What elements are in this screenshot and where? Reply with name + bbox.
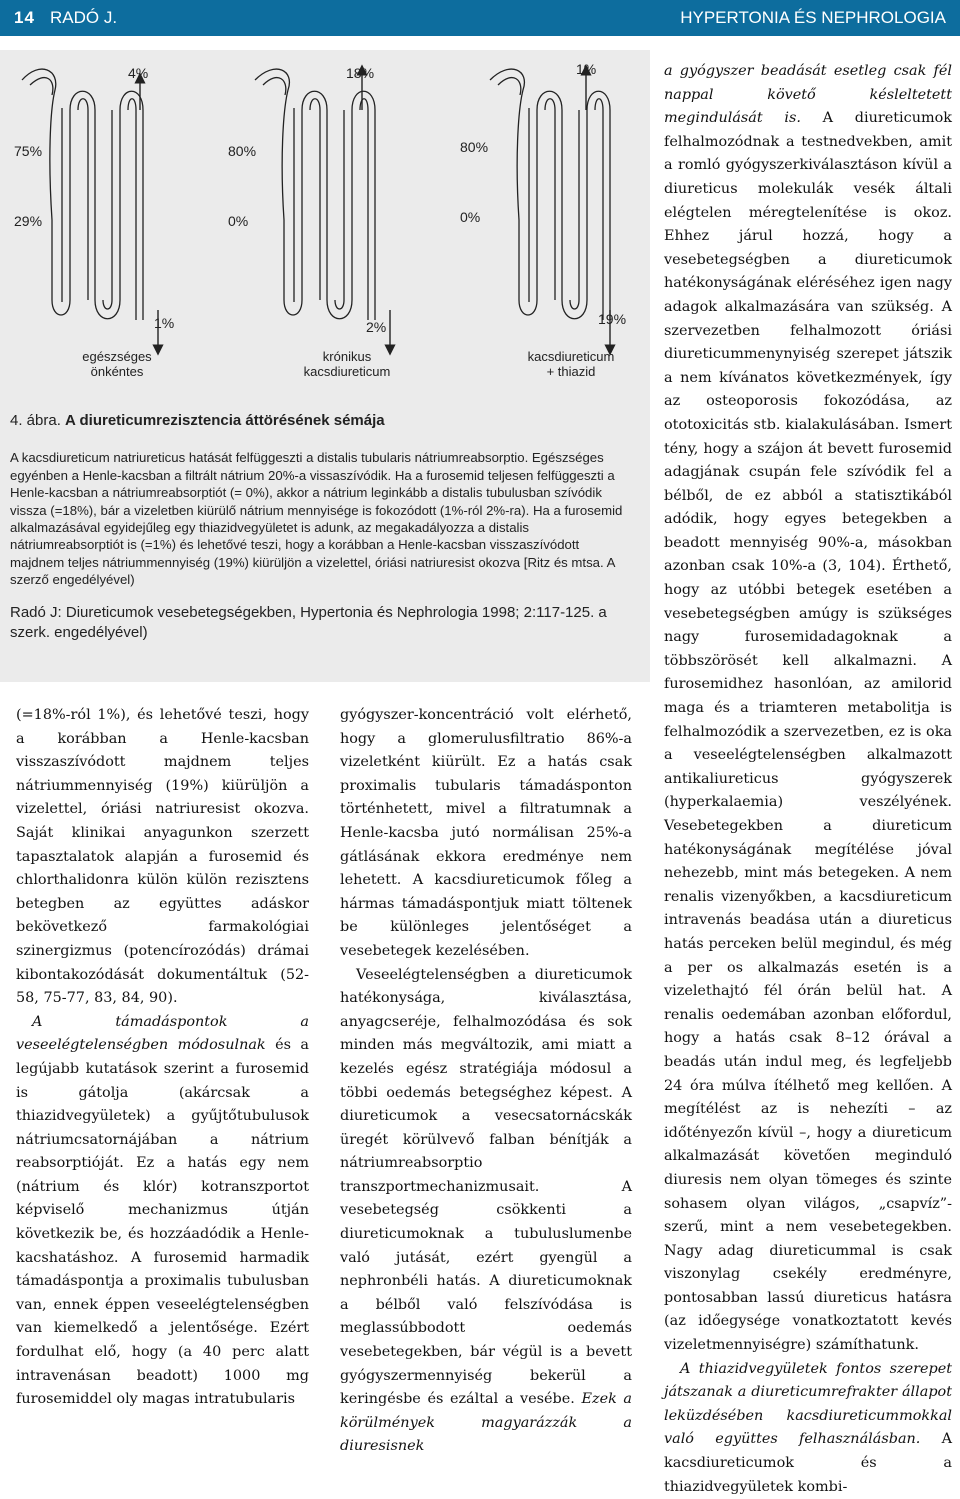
p1-top-pct: 4% bbox=[128, 65, 149, 81]
text-column-1 bbox=[16, 704, 309, 1412]
italic-lead: A thiazidvegyületek fontos szerepet játszanak a diureticumrefrakter állapot leküzdésében kacsdiureticummokkal való együttes felhasználásban. bbox=[664, 1360, 952, 1448]
nephron-diagram bbox=[0, 50, 650, 390]
journal-name: HYPERTONIA ÉS NEPHROLOGIA bbox=[680, 8, 946, 27]
text-column-3 bbox=[664, 60, 952, 1499]
p1-right-mid-pct: 0% bbox=[228, 213, 249, 229]
paragraph: a gyógyszer beadását esetleg csak fél nappal követő késleltetett megindulását is. A diureticumok felhalmozódnak a testnedvekben, amit a romló gyógyszerkiválasztáson kívül a diureticus molekulák vesék általi elégtelen méregtelenítése is okoz. Ehhez járul hozzá, hogy a vesebetegségben a diureticumok hatékonyságának eléréséhez igen nagy adagok alkalmazására van szükség. A szervezetben felhalmozott óriási diureticummenynyiség szerepet játszik a nem kívánatos következmények, így az osteoporosis fokozódása, az ototoxicitás stb. kialakulásában. Ismert tény, hogy a szájon át bevett furosemid adagjának csupán fele szívódik fel a bélből, de ez abból a statisztikából adódik, hogy egyes betegekben a beadott mennyiség 90%-a, másokban azonban csak 10%-a (3, 104). Érthető, hogy az utóbbi betegek esetében a vesebetegségben amúgy is szükséges nagy furosemidadagoknak a többszörösét kell alkalmazni. A furosemidhez hasonlóan, az amilorid maga és a triamteren metabolitja is felhalmozódik a szervezetben, ez is oka a veseelégtelenségben alkalmazott antikaliureticus gyógyszerek (hyperkalaemia) veszélyének. Vesebetegekben a diureticum hatékonyságának megítélése jóval nehezebb, mint más betegeken. A nem renalis vizenyőkben, a kacsdiureticum intravenás beadása után a diureticus hatás perceken belül megindul, és még a per os alkalmazás esetén is a vizelethajtó fél órán belül hat. A renalis oedemában azonban előfordul, hogy a hatás csak 8–12 órával a beadás után indul meg, és legfeljebb 24 óra múlva ítélhető meg kellően. A megítélést az is nehezíti – az időtényezőn kívül –, hogy a diureticum alkalmazását követően meginduló diuresis nem olyan tömeges és szinte sohasem olyan világos, „csapvíz”-szerű, mint a nem vesebetegekben. Nagy adag diureticummal is csak viszonylag csekély eredményre, pontosabban lassú diureticus hatásra (az időegysége vonatkoztatott kevés vizeletmennyiségre) számíthatunk. bbox=[664, 63, 952, 1354]
nephron-panel-3 bbox=[490, 69, 610, 320]
nephron-panel-1 bbox=[22, 69, 143, 320]
figure-title: A diureticumrezisztencia áttörésének sémája bbox=[65, 412, 385, 429]
nephron-panel-2 bbox=[255, 69, 375, 320]
paragraph: (=18%-ról 1%), és lehetővé teszi, hogy a korábban a Henle-kacsban visszaszívódott majdnem teljes nátriummennyiség (19%) kiürüljön a vizelettel, óriási natriuresist okozva. Saját klinikai anyagunkon szerzett tapasztalatok alapján a furosemid és chlorthalidonra külön külön rezisztens betegben az együttes adáskor bekövetkező farmakológiai szinergizmus (potencírozódás) drámai kibontakozódását dokumentáltuk (52-58, 75-77, 83, 84, 90). bbox=[16, 707, 309, 1007]
p2-bottom-pct: 2% bbox=[366, 319, 387, 335]
p1-bottom-pct: 1% bbox=[154, 315, 175, 331]
page-number: 14 bbox=[14, 8, 35, 27]
p3-label-2: + thiazid bbox=[546, 364, 596, 379]
p1-left-mid-pct: 29% bbox=[14, 213, 43, 229]
running-author: RADÓ J. bbox=[50, 8, 118, 27]
p2-right-mid-pct: 0% bbox=[460, 209, 481, 225]
paragraph: A thiazidvegyületek fontos szerepet játszanak a diureticumrefrakter állapot leküzdésében kacsdiureticummokkal való együttes felhasználásban. A kacsdiureticumok és a thiazidvegyületek kombi- bbox=[664, 1360, 953, 1495]
p1-right-top-pct: 80% bbox=[228, 143, 257, 159]
italic-lead: a gyógyszer beadását esetleg csak fél nappal követő késleltetett megindulását is. bbox=[664, 63, 952, 127]
figure-box bbox=[0, 50, 650, 682]
figure-caption bbox=[10, 412, 630, 643]
caption-reference: Radó J: Diureticumok vesebetegségekben, Hypertonia és Nephrologia 1998; 2:117-125. a szerk. engedélyével) bbox=[10, 603, 607, 641]
p1-label-1: egészséges bbox=[82, 349, 152, 364]
p2-top-pct: 18% bbox=[346, 65, 375, 81]
paragraph: A támadáspontok a veseelégtelenségben módosulnak és a legújabb kutatások szerint a furosemid is gátolja (akárcsak a thiazidvegyületek) a gyűjtőtubulusok nátriumcsatornájában a nátrium reabsorptióját. Ez a hatás egy nem (nátrium és klór) kotranszportot képviselő mechanizmus útján következik be, és hozzáadódik a Henle-kacshatáshoz. A furosemid harmadik támadáspontja a proximalis tubulusban van, ennek éppen veseelégtelenségben van kiemelkedő a jelentősége. Ezért fordulhat elő, hogy (a 40 perc alatt intravenásan beadott) 1000 mg furosemiddel oly magas intratubularis bbox=[16, 1013, 309, 1408]
p1-label-2: önkéntes bbox=[90, 364, 144, 379]
p1-left-top-pct: 75% bbox=[14, 143, 43, 159]
page-header bbox=[0, 0, 960, 36]
p2-label-2: kacsdiureticum bbox=[303, 364, 391, 379]
caption-title bbox=[10, 412, 630, 429]
p3-label-1: kacsdiureticum bbox=[527, 349, 615, 364]
italic-tail: Ezek a körülmények magyarázzák a diuresisnek bbox=[340, 1391, 633, 1455]
paragraph: Veseelégtelenségben a diureticumok hatékonysága, kiválasztása, anyagcseréje, felhalmozódása és sok minden más megváltozik, ami miatt a kezelés egész stratégiája módosul a többi oedemás betegséghez képest. A diureticumok a vesecsatornácskák üregét körülvevő falban bénítják a nátriumreabsorptio transzportmechanizmusait. A vesebetegség csökkenti a diureticumoknak a tubuluslumenbe való jutását, ezért gyengül a nephronbéli hatás. A diureticumoknak a bélből való felszívódása is meglassúbbodott oedemás vesebetegekben, bár végül is a bevett gyógyszermennyiség bekerül a keringésbe és ezáltal a vesébe. Ezek a körülmények magyarázzák a diuresisnek bbox=[340, 966, 633, 1455]
paragraph: gyógyszer-koncentráció volt elérhető, hogy a glomerulusfiltratio 86%-a vizeletként kiürült. Ez a hatás csak proximalis tubularis támadásponton történhetett, mivel a filtratumnak a Henle-kacsba jutó normálisan 25%-a gátlásának ekkora eredménye nem lehetett. A kacsdiureticumok főleg a hármas támadáspontjuk miatt töltenek be különleges jelentőséget a vesebetegek kezelésében. bbox=[340, 707, 632, 959]
p2-label-1: krónikus bbox=[322, 349, 372, 364]
italic-lead: A támadáspontok a veseelégtelenségben módosulnak bbox=[16, 1013, 309, 1054]
figure-number: 4. ábra. bbox=[10, 412, 61, 429]
p2-right-top-pct: 80% bbox=[460, 139, 489, 155]
caption-body: A kacsdiureticum natriureticus hatását felfüggeszti a distalis tubularis nátriumreabsorptio. Egészséges egyénben a Henle-kacsban a filtrált nátrium 20%-a vissaszívódik. Ha a furosemid teljesen felfüggeszti a Henle-kacsban a nátriumreabsorptiót (= 0%), akkor a nátrium leginkább a distalis tubulusban szívódik vissza (=18%), bár a vizeletben kiürülő nátrium mennyisége is fokozódott (1%-ról 2%-ra). Ha a furosemid alkalmazásával egyidejűleg egy thiazidvegyületet is adunk, az megakadályozza a distalis nátriumreabsorptiót is (=1%) és lehetővé teszi, hogy a korábban a Henle-kacsban visszaszívódott majdnem teljes nátriummennyiség (19%) kiürüljön a vizelettel, óriási natriuresist okozva [Ritz és mtsa. A szerző engedélyével) bbox=[10, 450, 623, 588]
p3-top-pct: 1% bbox=[576, 61, 597, 77]
p3-bottom-pct: 19% bbox=[598, 311, 627, 327]
